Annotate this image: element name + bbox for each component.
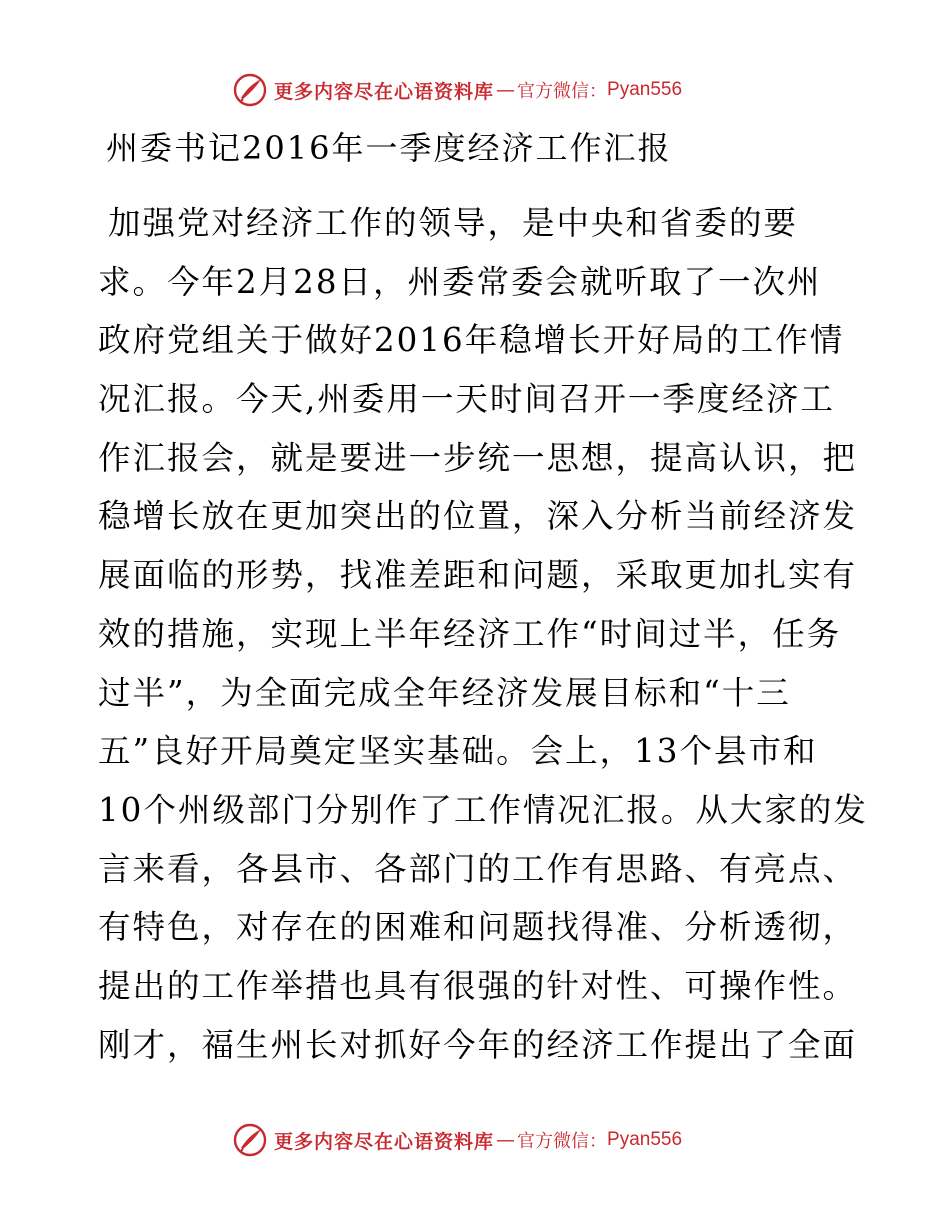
watermark-dash: — (496, 79, 516, 101)
watermark-brand: 更多内容尽在心语资料库 (274, 80, 495, 103)
quill-logo-icon (232, 1122, 268, 1158)
body-line: 10个州级部门分别作了工作情况汇报。从大家的发 (98, 790, 868, 829)
body-line: 加强党对经济工作的领导，是中央和省委的要 (108, 204, 799, 242)
quill-logo-icon (232, 72, 268, 108)
body-line: 五”良好开局奠定坚实基础。会上，13个县市和 (98, 732, 818, 771)
body-line: 稳增长放在更加突出的位置，深入分析当前经济发 (98, 497, 858, 536)
body-line: 作汇报会，就是要进一步统一思想，提高认识，把 (98, 438, 858, 477)
body-line: 求。今年2月28日，州委常委会就听取了一次州 (98, 262, 822, 301)
body-line: 过半”，为全面完成全年经济发展目标和“十三 (98, 673, 791, 712)
body-line: 况汇报。今天,州委用一天时间召开一季度经济工 (98, 380, 835, 419)
watermark-header (232, 72, 682, 108)
watermark-label: 官方微信： (517, 81, 608, 102)
watermark-footer (232, 1122, 682, 1158)
document-body (98, 194, 868, 1074)
watermark-account: Pyan556 (607, 79, 683, 100)
body-line: 展面临的形势，找准差距和问题，采取更加扎实有 (98, 556, 858, 595)
body-line: 有特色，对存在的困难和问题找得准、分析透彻， (98, 908, 858, 947)
body-line: 政府党组关于做好2016年稳增长开好局的工作情 (98, 321, 845, 360)
body-line: 提出的工作举措也具有很强的针对性、可操作性。 (98, 966, 858, 1005)
document-title: 州委书记2016年一季度经济工作汇报 (106, 129, 672, 167)
watermark-label: 官方微信： (517, 1131, 608, 1152)
body-line: 言来看，各县市、各部门的工作有思路、有亮点、 (98, 849, 858, 888)
body-line: 效的措施，实现上半年经济工作“时间过半，任务 (98, 614, 842, 653)
body-line: 刚才，福生州长对抓好今年的经济工作提出了全面 (98, 1025, 858, 1064)
watermark-account: Pyan556 (607, 1129, 683, 1150)
watermark-brand: 更多内容尽在心语资料库 (274, 1130, 495, 1153)
watermark-dash: — (496, 1129, 516, 1151)
